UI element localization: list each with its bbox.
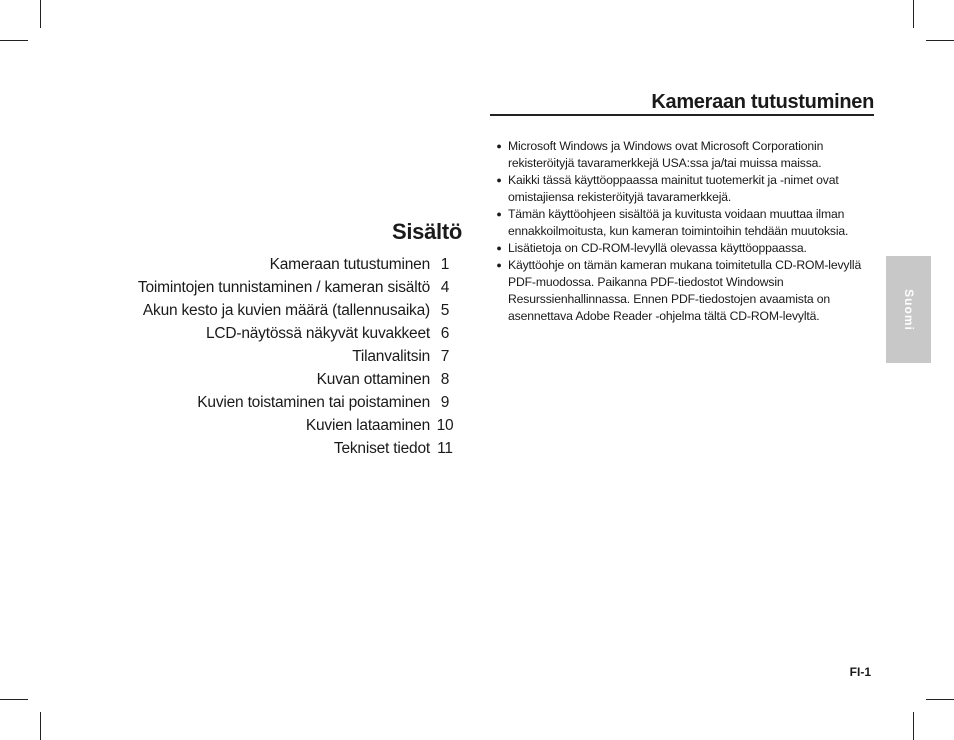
toc-item[interactable] [40, 371, 460, 394]
toc-list [40, 256, 460, 463]
section-divider [490, 114, 874, 116]
toc-item-page: 4 [440, 279, 450, 296]
bullet-list [490, 138, 874, 325]
toc-item-label: Kuvien toistaminen tai poistaminen [197, 394, 430, 411]
toc-item[interactable] [40, 417, 460, 440]
bullet-text: Lisätietoja on CD-ROM-levyllä olevassa käyttöoppaassa. [508, 241, 807, 255]
toc-item-label: Akun kesto ja kuvien määrä (tallennusaika) [142, 302, 430, 319]
toc-item-page: 6 [440, 325, 450, 342]
bullet-text: Käyttöohje on tämän kameran mukana toimitetulla CD-ROM-levyllä PDF-muodossa. Paikanna PDF-tiedostot Windowsin Resurssienhallinnassa. Ennen PDF-tiedostojen avaamista on asennettava Adobe Reader -ohjelma tältä CD-ROM-levyltä. [508, 258, 862, 323]
toc-item[interactable] [40, 325, 460, 348]
bullet-dot-icon: ● [496, 209, 502, 219]
bullet-item [490, 172, 874, 206]
toc-item-label: LCD-näytössä näkyvät kuvakkeet [205, 325, 430, 342]
bullet-item [490, 240, 874, 257]
bullet-text: Microsoft Windows ja Windows ovat Microsoft Corporationin rekisteröityjä tavaramerkkejä USA:ssa ja/tai muissa maissa. [508, 139, 824, 170]
crop-mark [913, 712, 914, 740]
page-number: FI-1 [849, 665, 871, 679]
toc-item-page: 10 [436, 417, 454, 434]
toc-item[interactable] [40, 348, 460, 371]
crop-mark [926, 40, 954, 41]
section-title: Kameraan tutustuminen [651, 91, 874, 113]
toc-item-label: Kuvien lataaminen [305, 417, 430, 434]
toc-item-page: 1 [440, 256, 450, 273]
crop-mark [0, 699, 28, 700]
toc-item-page: 8 [440, 371, 450, 388]
toc-item-page: 5 [440, 302, 450, 319]
bullet-dot-icon: ● [496, 260, 502, 270]
bullet-text: Tämän käyttöohjeen sisältöä ja kuvitusta voidaan muuttaa ilman ennakkoilmoitusta, kun kameran toimintoihin tehdään muutoksia. [508, 207, 849, 238]
toc-item[interactable] [40, 440, 460, 463]
toc-item[interactable] [40, 394, 460, 417]
bullet-dot-icon: ● [496, 141, 502, 151]
bullet-dot-icon: ● [496, 175, 502, 185]
toc-title: Sisältö [391, 219, 462, 244]
toc-item-page: 7 [440, 348, 450, 365]
toc-item-label: Tekniset tiedot [333, 440, 430, 457]
toc-item-label: Kameraan tutustuminen [269, 256, 430, 273]
crop-mark [913, 0, 914, 28]
crop-mark [40, 0, 41, 28]
toc-item-label: Toimintojen tunnistaminen / kameran sisältö [137, 279, 430, 296]
crop-mark [926, 699, 954, 700]
toc-item[interactable] [40, 256, 460, 279]
crop-mark [40, 712, 41, 740]
toc-item[interactable] [40, 302, 460, 325]
bullet-item [490, 206, 874, 240]
toc-item-page: 9 [440, 394, 450, 411]
bullet-item [490, 257, 874, 325]
bullet-text: Kaikki tässä käyttöoppaassa mainitut tuotemerkit ja -nimet ovat omistajiensa rekisteröityjä tavaramerkkejä. [508, 173, 839, 204]
language-tab [886, 256, 931, 363]
toc-item-label: Tilanvalitsin [352, 348, 430, 365]
toc-item[interactable] [40, 279, 460, 302]
toc-item-label: Kuvan ottaminen [316, 371, 430, 388]
language-tab-label: Suomi [901, 288, 916, 331]
toc-item-page: 11 [437, 440, 453, 457]
crop-mark [0, 40, 28, 41]
bullet-dot-icon: ● [496, 243, 502, 253]
bullet-item [490, 138, 874, 172]
